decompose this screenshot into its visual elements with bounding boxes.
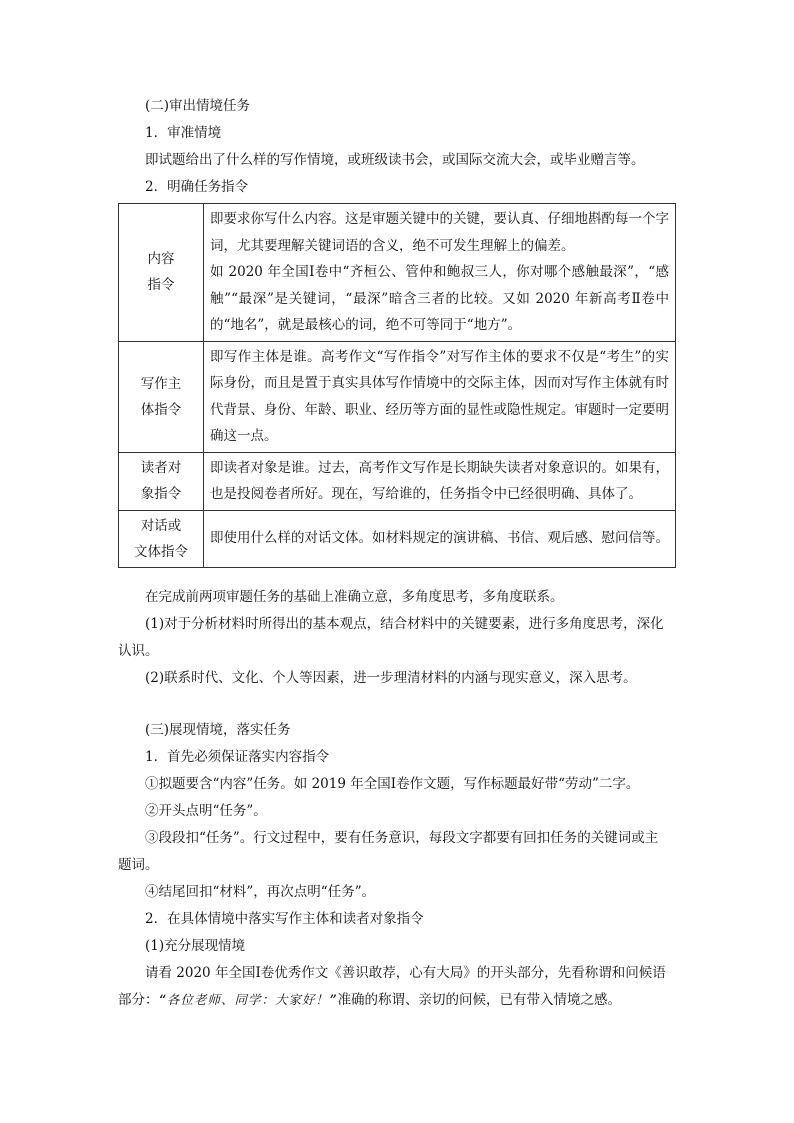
section3-item1-title: 1．首先必须保证落实内容指令 (145, 749, 330, 765)
row-label (119, 204, 204, 342)
point1-line2: 认识。 (118, 643, 159, 659)
task-instruction-table (118, 203, 676, 568)
greeting-quote: “各位老师、同学：大家好！” (158, 992, 338, 1007)
row-label-line1: 读者对 (140, 460, 182, 476)
section2-item1-title: 1．审准情境 (145, 125, 222, 141)
sub1-line1: 请看 2020 年全国Ⅰ卷优秀作文《善识敢荐，心有大局》的开头部分，先看称谓和问候语 (145, 965, 666, 981)
row-label-line1: 内容 (147, 251, 175, 268)
row-label (119, 452, 204, 510)
row-label-line2: 象指令 (140, 486, 182, 502)
content-point-4: ④结尾回扣“材料”，再次点明“任务”。 (145, 884, 376, 900)
content-point-1: ①拟题要含“内容”任务。如 2019 年全国Ⅰ卷作文题，写作标题最好带“劳动”二字。 (145, 776, 640, 792)
row-description-text: 即使用什么样的对话文体。如材料规定的演讲稿、书信、观后感、慰问信等。 (210, 530, 669, 547)
row-description (204, 452, 676, 510)
point2: (2)联系时代、文化、个人等因素，进一步理清材料的内涵与现实意义，深入思考。 (145, 670, 637, 686)
content-point-3-line2: 题词。 (118, 857, 159, 873)
section2-item2-title: 2．明确任务指令 (145, 179, 249, 195)
row-description-text: 即写作主体是谁。高考作文“写作指令”对写作主体的要求不仅是“考生”的实际身份，而且是置于真实具体写作情境中的交际主体，因而对写作主体就有时代背景、身份、年龄、职业、经历等方面的显性或隐性规定。审题时一定要明确这一点。 (210, 348, 669, 444)
row-label-line2: 体指令 (140, 401, 182, 418)
row-description-text: 即读者对象是谁。过去，高考作文写作是长期缺失读者对象意识的。如果有，也是投阅卷者所好。现在，写给谁的，任务指令中已经很明确、具体了。 (210, 459, 669, 502)
table-row (119, 204, 676, 342)
row-label-line2: 指令 (147, 277, 175, 294)
row-description (204, 341, 676, 452)
table-row (119, 452, 676, 510)
sub1-title: (1)充分展现情境 (145, 938, 246, 954)
section2-item1-text: 即试题给出了什么样的写作情境，或班级读书会，或国际交流大会，或毕业赠言等。 (145, 152, 645, 168)
row-description-text: 即要求你写什么内容。这是审题关键中的关键，要认真、仔细地斟酌每一个字词，尤其要理解关键词语的含义，绝不可发生理解上的偏差。 (210, 211, 669, 254)
sub1-line2-prefix: 部分： (118, 992, 159, 1008)
section3-item2-title: 2．在具体情境中落实写作主体和读者对象指令 (145, 911, 424, 927)
section3-heading: (三)展现情境，落实任务 (145, 722, 291, 738)
table-row (119, 341, 676, 452)
section2-heading: (二)审出情境任务 (145, 98, 251, 114)
row-label-line1: 写作主 (140, 375, 182, 392)
content-point-2: ②开头点明“任务”。 (145, 803, 267, 819)
row-label (119, 341, 204, 452)
row-description (204, 510, 676, 567)
row-description (204, 204, 676, 342)
row-label-line1: 对话或 (140, 517, 182, 534)
row-label (119, 510, 204, 567)
content-point-3-line1: ③段段扣“任务”。行文过程中，要有任务意识，每段文字都要有回扣任务的关键词或主 (145, 830, 659, 846)
sub1-line2-suffix: 准确的称谓、亲切的问候，已有带入情境之感。 (337, 992, 622, 1008)
table-row (119, 510, 676, 567)
after-table-intro: 在完成前两项审题任务的基础上准确立意，多角度思考，多角度联系。 (145, 589, 564, 605)
point1-line1: (1)对于分析材料时所得出的基本观点，结合材料中的关键要素，进行多角度思考，深化 (145, 616, 664, 632)
row-description-example: 如 2020 年全国Ⅰ卷中“齐桓公、管仲和鲍叔三人，你对哪个感触最深”，“感触”“最深”是关键词，“最深”暗含三者的比较。又如 2020 年新高考Ⅱ卷中的“地名”，就是最核心的词，绝不可等同于“地方”。 (210, 264, 669, 333)
row-label-line2: 文体指令 (134, 543, 188, 560)
sub1-line2 (118, 987, 678, 1013)
